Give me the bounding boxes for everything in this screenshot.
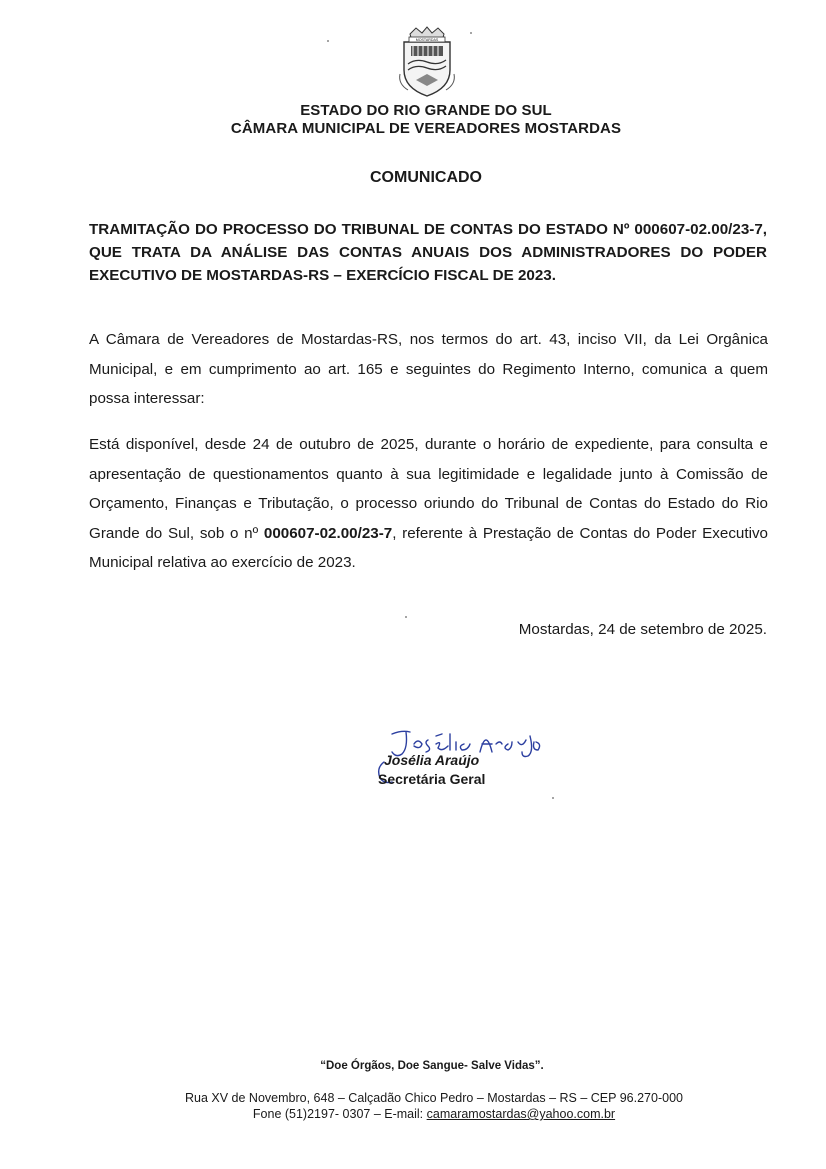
subject-heading: TRAMITAÇÃO DO PROCESSO DO TRIBUNAL DE CONTAS DO ESTADO Nº 000607-02.00/23-7, QUE TRATA DA ANÁLISE DAS CONTAS ANUAIS DOS ADMINISTRADORES DO PODER EXECUTIVO DE MOSTARDAS-RS – EXERCÍCIO FISCAL DE 2023. xyxy=(89,221,767,284)
state-heading: ESTADO DO RIO GRANDE DO SUL xyxy=(300,102,552,119)
svg-text:MOSTARDAS: MOSTARDAS xyxy=(415,38,439,42)
paragraph-intro: A Câmara de Vereadores de Mostardas-RS, nos termos do art. 43, inciso VII, da Lei Orgânica Municipal, e em cumprimento ao art. 165 e seguintes do Regimento Interno, comunica a quem possa interessar: xyxy=(89,331,768,407)
footer-email-link[interactable]: camaramostardas@yahoo.com.br xyxy=(426,1107,616,1121)
scan-speck xyxy=(327,40,329,42)
paragraph-availability-text: Está disponível, desde 24 de outubro de 2025, durante o horário de expediente, para consulta e apresentação de questionamentos quanto à sua legitimidade e legalidade junto à Comissão de Orçamento, Finanças e Tributação, o processo oriundo do Tribunal de Contas do Estado do Rio Grande do Sul, sob o nº xyxy=(89,436,768,542)
footer-address: Rua XV de Novembro, 648 – Calçadão Chico Pedro – Mostardas – RS – CEP 96.270-000 xyxy=(185,1091,683,1105)
document-title: COMUNICADO xyxy=(370,169,482,186)
scan-speck xyxy=(552,797,554,799)
chamber-heading: CÂMARA MUNICIPAL DE VEREADORES MOSTARDAS xyxy=(230,120,622,137)
place-date: Mostardas, 24 de setembro de 2025. xyxy=(518,621,767,638)
paragraph-availability xyxy=(89,430,768,578)
paragraph-availability-tail: , referente à Prestação de Contas do Poder Executivo Municipal relativa ao exercício de 2023. xyxy=(89,524,768,571)
scan-speck xyxy=(470,32,472,34)
footer-phone: Fone (51)2197- 0307 – E-mail: xyxy=(252,1107,427,1121)
scan-speck xyxy=(405,616,407,618)
footer-contact xyxy=(0,1107,826,1121)
municipal-crest-emblem xyxy=(396,24,458,98)
process-number: 000607-02.00/23-7 xyxy=(263,524,393,542)
signatory-role: Secretária Geral xyxy=(378,771,486,787)
footer-motto: “Doe Órgãos, Doe Sangue- Salve Vidas”. xyxy=(320,1060,544,1072)
signatory-name: Josélia Araújo xyxy=(384,752,480,768)
